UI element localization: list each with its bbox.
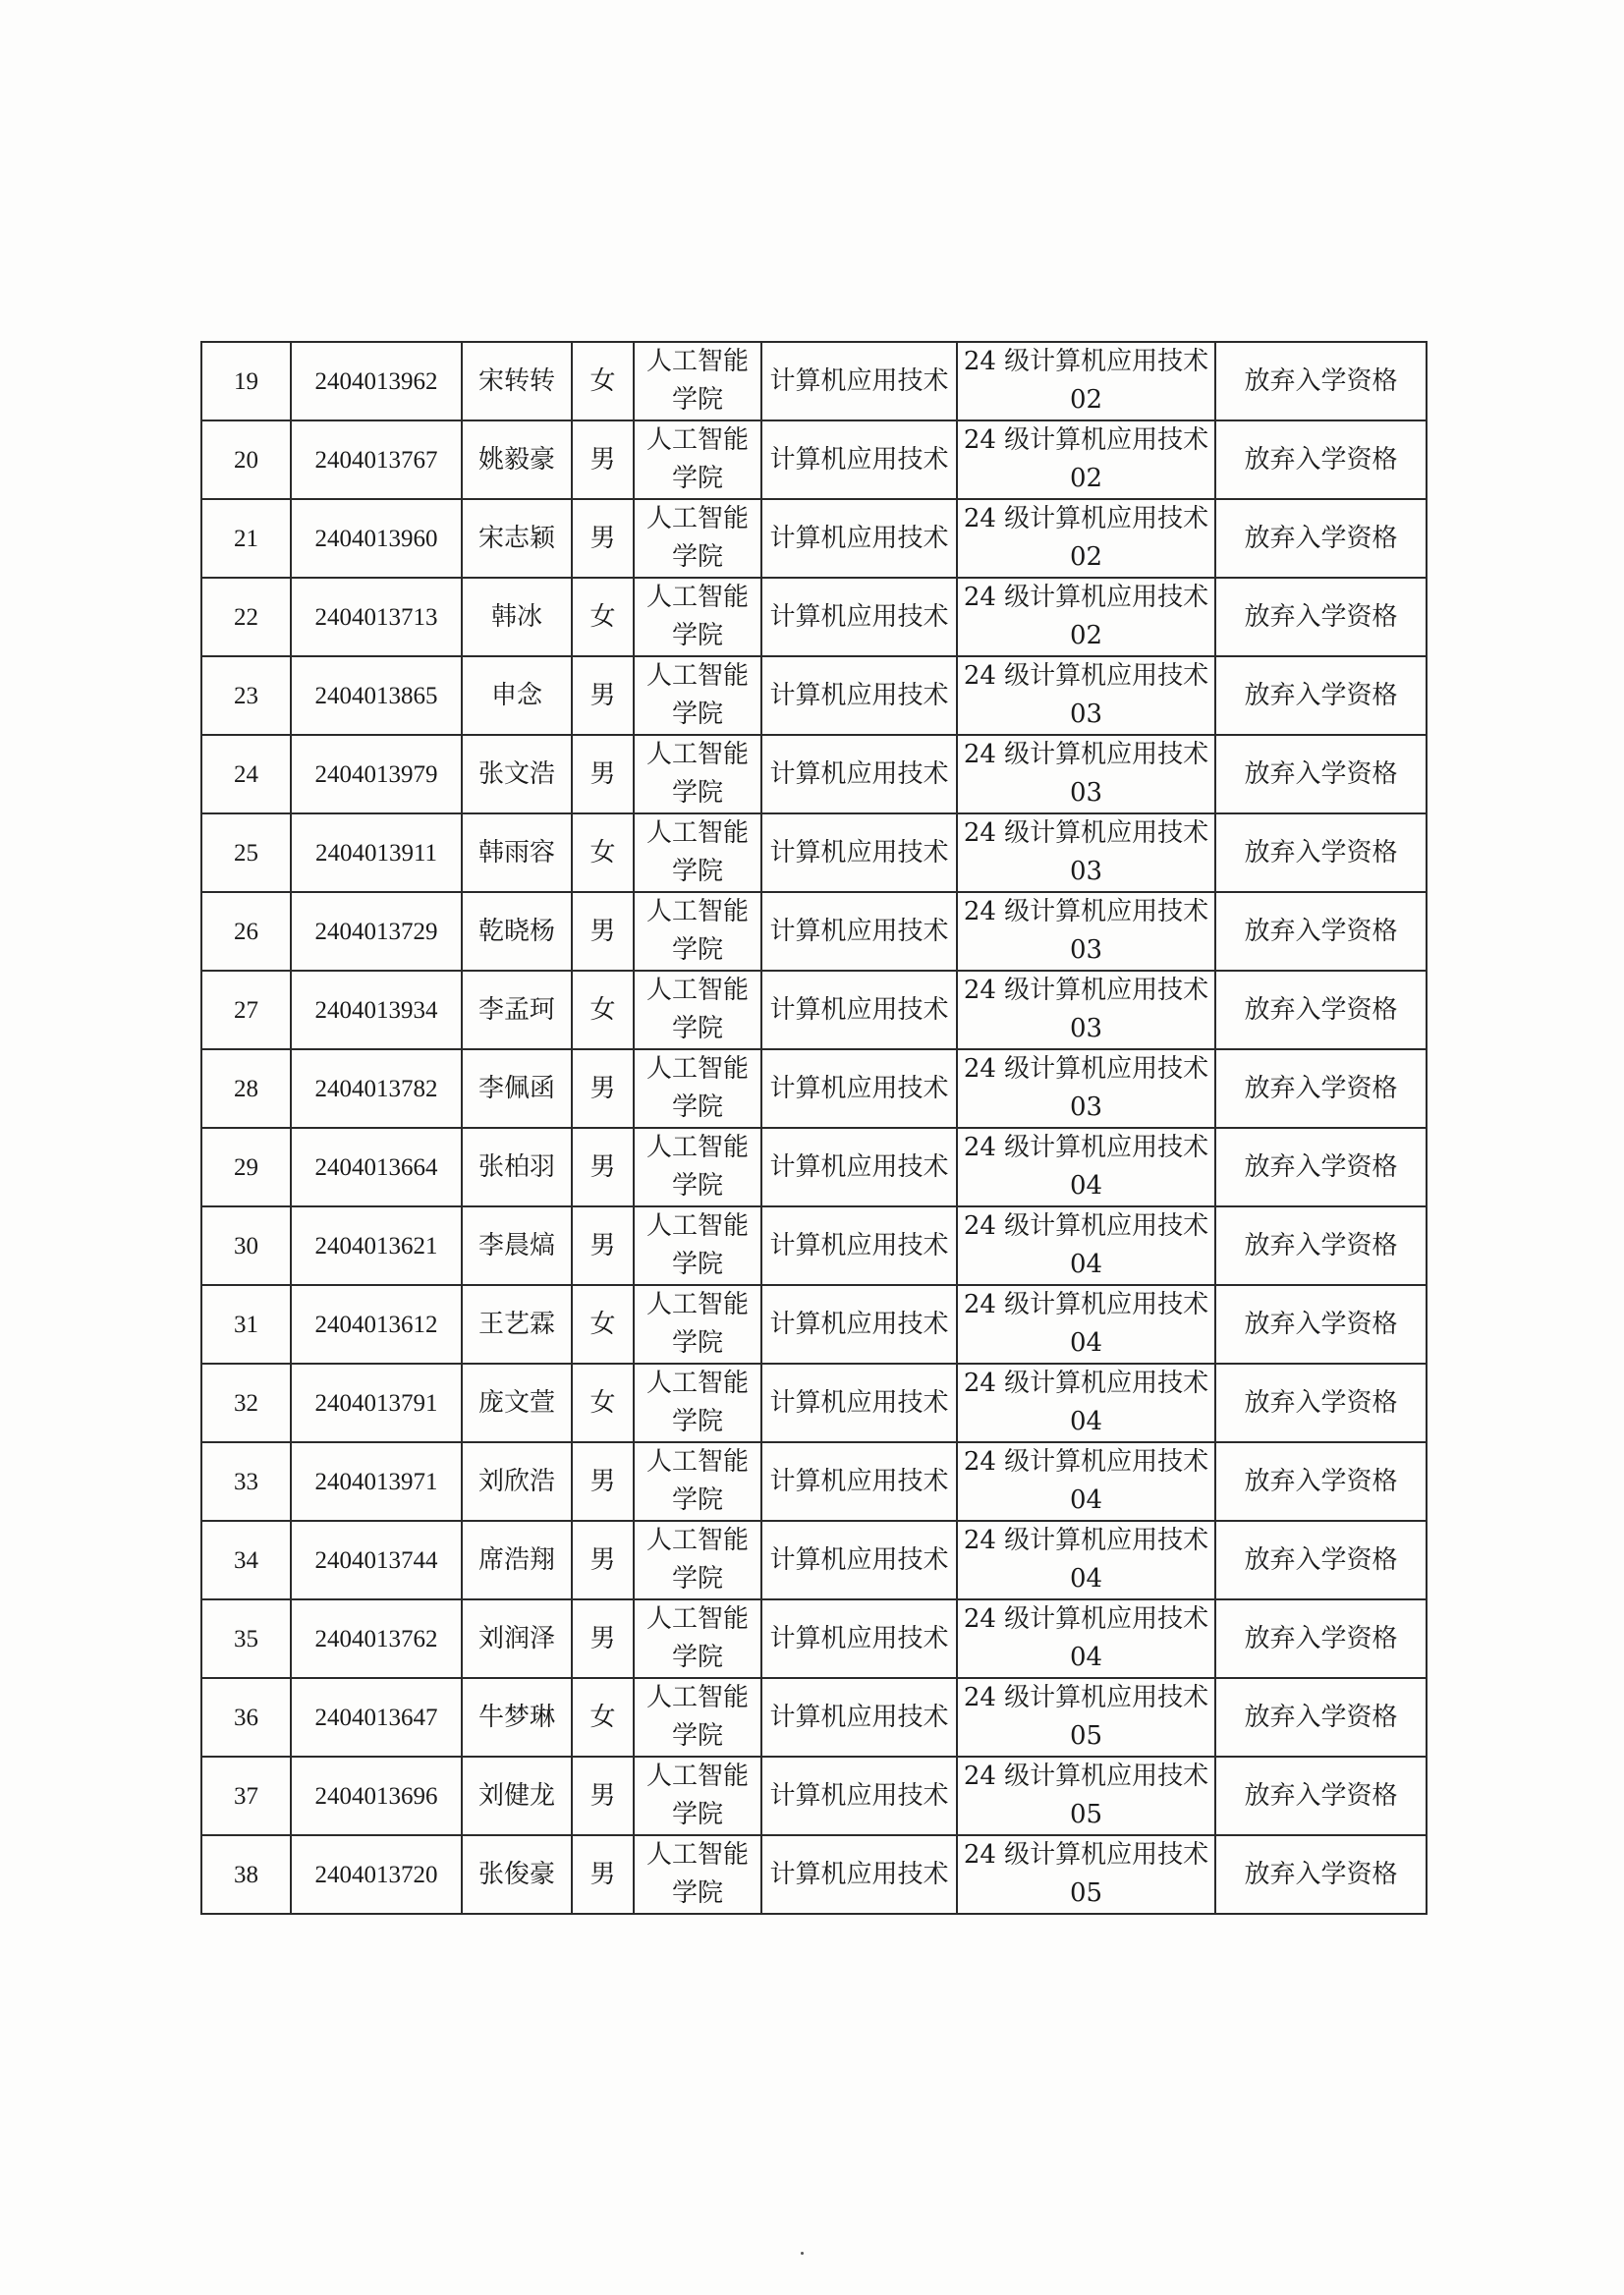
- student-id: 2404013762: [291, 1599, 462, 1678]
- enrollment-status: 放弃入学资格: [1215, 656, 1427, 735]
- major-name: 计算机应用技术: [761, 1364, 957, 1442]
- table-row: [201, 1835, 1427, 1914]
- student-id: 2404013647: [291, 1678, 462, 1757]
- college-name: 人工智能学院: [634, 735, 761, 813]
- student-name: 姚毅豪: [462, 420, 572, 499]
- enrollment-status: 放弃入学资格: [1215, 342, 1427, 420]
- class-name: 24 级计算机应用技术 03: [957, 892, 1215, 971]
- student-name: 宋转转: [462, 342, 572, 420]
- class-name: 24 级计算机应用技术 03: [957, 656, 1215, 735]
- major-name: 计算机应用技术: [761, 420, 957, 499]
- class-name: 24 级计算机应用技术 04: [957, 1285, 1215, 1364]
- class-name: 24 级计算机应用技术 04: [957, 1521, 1215, 1599]
- enrollment-status: 放弃入学资格: [1215, 813, 1427, 892]
- table-row: [201, 813, 1427, 892]
- student-id: 2404013960: [291, 499, 462, 578]
- enrollment-status: 放弃入学资格: [1215, 1442, 1427, 1521]
- student-name: 宋志颖: [462, 499, 572, 578]
- student-gender: 女: [572, 1678, 634, 1757]
- student-id: 2404013934: [291, 971, 462, 1049]
- college-name: 人工智能学院: [634, 578, 761, 656]
- student-gender: 男: [572, 1206, 634, 1285]
- major-name: 计算机应用技术: [761, 1206, 957, 1285]
- student-name: 张柏羽: [462, 1128, 572, 1206]
- major-name: 计算机应用技术: [761, 813, 957, 892]
- row-number: 26: [201, 892, 291, 971]
- student-id: 2404013744: [291, 1521, 462, 1599]
- enrollment-status: 放弃入学资格: [1215, 499, 1427, 578]
- row-number: 22: [201, 578, 291, 656]
- class-name: 24 级计算机应用技术 02: [957, 499, 1215, 578]
- student-name: 庞文萱: [462, 1364, 572, 1442]
- college-name: 人工智能学院: [634, 971, 761, 1049]
- student-gender: 男: [572, 1442, 634, 1521]
- student-name: 刘润泽: [462, 1599, 572, 1678]
- college-name: 人工智能学院: [634, 813, 761, 892]
- student-gender: 女: [572, 813, 634, 892]
- student-name: 刘欣浩: [462, 1442, 572, 1521]
- college-name: 人工智能学院: [634, 1442, 761, 1521]
- student-gender: 男: [572, 1599, 634, 1678]
- student-gender: 女: [572, 578, 634, 656]
- student-id: 2404013791: [291, 1364, 462, 1442]
- major-name: 计算机应用技术: [761, 1285, 957, 1364]
- major-name: 计算机应用技术: [761, 1757, 957, 1835]
- class-name: 24 级计算机应用技术 03: [957, 813, 1215, 892]
- student-name: 张文浩: [462, 735, 572, 813]
- student-id: 2404013971: [291, 1442, 462, 1521]
- college-name: 人工智能学院: [634, 1757, 761, 1835]
- class-name: 24 级计算机应用技术 03: [957, 1049, 1215, 1128]
- enrollment-status: 放弃入学资格: [1215, 1206, 1427, 1285]
- student-id: 2404013962: [291, 342, 462, 420]
- enrollment-status: 放弃入学资格: [1215, 1678, 1427, 1757]
- table-row: [201, 1757, 1427, 1835]
- table-row: [201, 1364, 1427, 1442]
- student-gender: 女: [572, 1364, 634, 1442]
- enrollment-status: 放弃入学资格: [1215, 1364, 1427, 1442]
- student-name: 申念: [462, 656, 572, 735]
- row-number: 28: [201, 1049, 291, 1128]
- row-number: 32: [201, 1364, 291, 1442]
- table-row: [201, 892, 1427, 971]
- table-row: [201, 735, 1427, 813]
- student-name: 乾晓杨: [462, 892, 572, 971]
- class-name: 24 级计算机应用技术 04: [957, 1206, 1215, 1285]
- table-row: [201, 1206, 1427, 1285]
- table-row: [201, 1128, 1427, 1206]
- row-number: 38: [201, 1835, 291, 1914]
- student-roster-table: [200, 341, 1428, 1915]
- college-name: 人工智能学院: [634, 499, 761, 578]
- student-name: 席浩翔: [462, 1521, 572, 1599]
- row-number: 33: [201, 1442, 291, 1521]
- class-name: 24 级计算机应用技术 04: [957, 1599, 1215, 1678]
- student-name: 王艺霖: [462, 1285, 572, 1364]
- major-name: 计算机应用技术: [761, 892, 957, 971]
- student-id: 2404013729: [291, 892, 462, 971]
- college-name: 人工智能学院: [634, 1285, 761, 1364]
- student-id: 2404013612: [291, 1285, 462, 1364]
- class-name: 24 级计算机应用技术 02: [957, 420, 1215, 499]
- student-name: 李佩函: [462, 1049, 572, 1128]
- class-name: 24 级计算机应用技术 04: [957, 1364, 1215, 1442]
- class-name: 24 级计算机应用技术 05: [957, 1835, 1215, 1914]
- student-gender: 男: [572, 1757, 634, 1835]
- student-gender: 女: [572, 971, 634, 1049]
- major-name: 计算机应用技术: [761, 499, 957, 578]
- student-name: 牛梦琳: [462, 1678, 572, 1757]
- college-name: 人工智能学院: [634, 1599, 761, 1678]
- table-row: [201, 578, 1427, 656]
- table-row: [201, 1678, 1427, 1757]
- enrollment-status: 放弃入学资格: [1215, 420, 1427, 499]
- row-number: 37: [201, 1757, 291, 1835]
- enrollment-status: 放弃入学资格: [1215, 892, 1427, 971]
- student-name: 韩冰: [462, 578, 572, 656]
- major-name: 计算机应用技术: [761, 656, 957, 735]
- student-id: 2404013782: [291, 1049, 462, 1128]
- student-gender: 男: [572, 1835, 634, 1914]
- enrollment-status: 放弃入学资格: [1215, 1757, 1427, 1835]
- student-gender: 男: [572, 1128, 634, 1206]
- student-gender: 女: [572, 342, 634, 420]
- major-name: 计算机应用技术: [761, 1049, 957, 1128]
- class-name: 24 级计算机应用技术 05: [957, 1678, 1215, 1757]
- student-gender: 男: [572, 656, 634, 735]
- enrollment-status: 放弃入学资格: [1215, 1521, 1427, 1599]
- student-name: 李孟珂: [462, 971, 572, 1049]
- student-gender: 女: [572, 1285, 634, 1364]
- major-name: 计算机应用技术: [761, 578, 957, 656]
- major-name: 计算机应用技术: [761, 1442, 957, 1521]
- college-name: 人工智能学院: [634, 1128, 761, 1206]
- student-gender: 男: [572, 420, 634, 499]
- student-gender: 男: [572, 735, 634, 813]
- enrollment-status: 放弃入学资格: [1215, 1835, 1427, 1914]
- roster-body: [201, 342, 1427, 1914]
- major-name: 计算机应用技术: [761, 1128, 957, 1206]
- student-gender: 男: [572, 1521, 634, 1599]
- table-row: [201, 1285, 1427, 1364]
- student-name: 李晨熇: [462, 1206, 572, 1285]
- class-name: 24 级计算机应用技术 03: [957, 971, 1215, 1049]
- major-name: 计算机应用技术: [761, 1599, 957, 1678]
- student-name: 刘健龙: [462, 1757, 572, 1835]
- enrollment-status: 放弃入学资格: [1215, 735, 1427, 813]
- enrollment-status: 放弃入学资格: [1215, 1128, 1427, 1206]
- college-name: 人工智能学院: [634, 892, 761, 971]
- student-name: 韩雨容: [462, 813, 572, 892]
- table-row: [201, 420, 1427, 499]
- table-row: [201, 499, 1427, 578]
- enrollment-status: 放弃入学资格: [1215, 578, 1427, 656]
- college-name: 人工智能学院: [634, 656, 761, 735]
- row-number: 31: [201, 1285, 291, 1364]
- student-id: 2404013621: [291, 1206, 462, 1285]
- row-number: 19: [201, 342, 291, 420]
- college-name: 人工智能学院: [634, 1049, 761, 1128]
- table-row: [201, 1442, 1427, 1521]
- row-number: 29: [201, 1128, 291, 1206]
- row-number: 35: [201, 1599, 291, 1678]
- college-name: 人工智能学院: [634, 1835, 761, 1914]
- row-number: 27: [201, 971, 291, 1049]
- student-id: 2404013767: [291, 420, 462, 499]
- enrollment-status: 放弃入学资格: [1215, 971, 1427, 1049]
- college-name: 人工智能学院: [634, 1678, 761, 1757]
- college-name: 人工智能学院: [634, 420, 761, 499]
- class-name: 24 级计算机应用技术 02: [957, 578, 1215, 656]
- table-row: [201, 1521, 1427, 1599]
- row-number: 20: [201, 420, 291, 499]
- major-name: 计算机应用技术: [761, 971, 957, 1049]
- student-id: 2404013664: [291, 1128, 462, 1206]
- student-gender: 男: [572, 1049, 634, 1128]
- student-name: 张俊豪: [462, 1835, 572, 1914]
- table-row: [201, 1049, 1427, 1128]
- row-number: 21: [201, 499, 291, 578]
- major-name: 计算机应用技术: [761, 1678, 957, 1757]
- row-number: 36: [201, 1678, 291, 1757]
- class-name: 24 级计算机应用技术 03: [957, 735, 1215, 813]
- student-gender: 男: [572, 892, 634, 971]
- table-row: [201, 971, 1427, 1049]
- table-row: [201, 342, 1427, 420]
- enrollment-status: 放弃入学资格: [1215, 1049, 1427, 1128]
- college-name: 人工智能学院: [634, 342, 761, 420]
- class-name: 24 级计算机应用技术 04: [957, 1442, 1215, 1521]
- enrollment-status: 放弃入学资格: [1215, 1599, 1427, 1678]
- row-number: 23: [201, 656, 291, 735]
- major-name: 计算机应用技术: [761, 735, 957, 813]
- table-row: [201, 656, 1427, 735]
- student-id: 2404013911: [291, 813, 462, 892]
- major-name: 计算机应用技术: [761, 1835, 957, 1914]
- row-number: 24: [201, 735, 291, 813]
- major-name: 计算机应用技术: [761, 1521, 957, 1599]
- row-number: 34: [201, 1521, 291, 1599]
- college-name: 人工智能学院: [634, 1521, 761, 1599]
- table-row: [201, 1599, 1427, 1678]
- row-number: 30: [201, 1206, 291, 1285]
- row-number: 25: [201, 813, 291, 892]
- major-name: 计算机应用技术: [761, 342, 957, 420]
- class-name: 24 级计算机应用技术 04: [957, 1128, 1215, 1206]
- college-name: 人工智能学院: [634, 1206, 761, 1285]
- student-id: 2404013696: [291, 1757, 462, 1835]
- student-id: 2404013865: [291, 656, 462, 735]
- student-id: 2404013713: [291, 578, 462, 656]
- class-name: 24 级计算机应用技术 05: [957, 1757, 1215, 1835]
- student-id: 2404013720: [291, 1835, 462, 1914]
- student-id: 2404013979: [291, 735, 462, 813]
- class-name: 24 级计算机应用技术 02: [957, 342, 1215, 420]
- college-name: 人工智能学院: [634, 1364, 761, 1442]
- enrollment-status: 放弃入学资格: [1215, 1285, 1427, 1364]
- student-gender: 男: [572, 499, 634, 578]
- scan-mark: [801, 2252, 804, 2255]
